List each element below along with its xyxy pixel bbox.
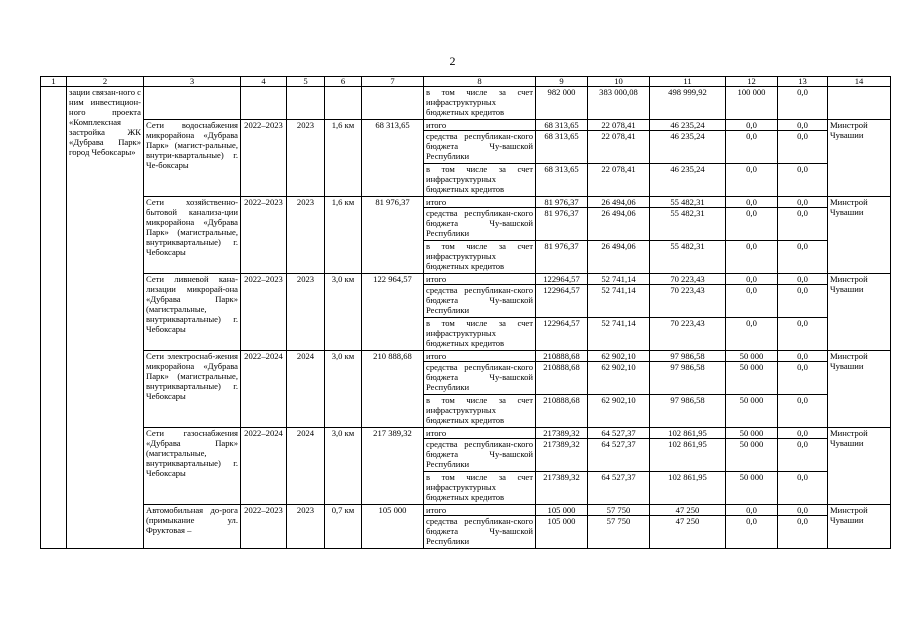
year2-cell: 97 986,58 — [650, 362, 726, 395]
header-cell: 11 — [650, 77, 726, 87]
year4-cell: 0,0 — [778, 351, 828, 362]
total-cell: 81 976,37 — [536, 241, 588, 274]
year1-cell: 22 078,41 — [588, 164, 650, 197]
period-cell: 2022–2023 — [241, 120, 287, 197]
project-name-cell: зации связан-ного с ним инвестицион-ного проекта «Комплексная застройка ЖК «Дубрава Парк» город Чебоксары» — [67, 87, 144, 549]
year3-cell: 0,0 — [726, 197, 778, 208]
total-cell: 81 976,37 — [536, 197, 588, 208]
year3-cell: 0,0 — [726, 516, 778, 549]
capacity-cell: 3,0 км — [325, 428, 362, 505]
period-cell: 2022–2023 — [241, 197, 287, 274]
year3-cell: 50 000 — [726, 395, 778, 428]
executor-cell: Минстрой Чувашии — [828, 274, 891, 351]
year4-cell: 0,0 — [778, 395, 828, 428]
year1-cell: 62 902,10 — [588, 395, 650, 428]
header-cell: 5 — [287, 77, 325, 87]
period-cell: 2022–2024 — [241, 428, 287, 505]
period-cell: 2022–2023 — [241, 505, 287, 549]
executor-cell: Минстрой Чувашии — [828, 428, 891, 505]
year4-cell: 0,0 — [778, 120, 828, 131]
capacity-cell: 3,0 км — [325, 351, 362, 428]
period-cell — [241, 87, 287, 120]
year1-cell: 57 750 — [588, 516, 650, 549]
year2-cell: 55 482,31 — [650, 197, 726, 208]
year2-cell: 46 235,24 — [650, 131, 726, 164]
source-cell: средства республикан-ского бюджета Чу-вашской Республики — [424, 516, 536, 549]
source-cell: итого — [424, 505, 536, 516]
header-cell: 1 — [41, 77, 67, 87]
year3-cell: 0,0 — [726, 120, 778, 131]
year1-cell: 64 527,37 — [588, 439, 650, 472]
year2-cell: 46 235,24 — [650, 164, 726, 197]
year3-cell: 0,0 — [726, 241, 778, 274]
year4-cell: 0,0 — [778, 362, 828, 395]
total-cell: 122964,57 — [536, 274, 588, 285]
capacity-cell: 3,0 км — [325, 274, 362, 351]
year3-cell: 50 000 — [726, 362, 778, 395]
header-cell: 8 — [424, 77, 536, 87]
total-cell: 217389,32 — [536, 428, 588, 439]
year2-cell: 97 986,58 — [650, 351, 726, 362]
year-cell — [287, 87, 325, 120]
cost-cell: 81 976,37 — [362, 197, 424, 274]
year2-cell: 55 482,31 — [650, 241, 726, 274]
total-cell: 105 000 — [536, 516, 588, 549]
year1-cell: 62 902,10 — [588, 362, 650, 395]
year3-cell: 0,0 — [726, 208, 778, 241]
source-cell: итого — [424, 197, 536, 208]
year3-cell: 50 000 — [726, 351, 778, 362]
header-cell: 12 — [726, 77, 778, 87]
capacity-cell: 0,7 км — [325, 505, 362, 549]
year2-cell: 102 861,95 — [650, 439, 726, 472]
total-cell: 210888,68 — [536, 395, 588, 428]
year2-cell: 97 986,58 — [650, 395, 726, 428]
year4-cell: 0,0 — [778, 208, 828, 241]
total-cell: 105 000 — [536, 505, 588, 516]
total-cell: 122964,57 — [536, 318, 588, 351]
object-cell: Сети водоснабжения микрорайона «Дубрава Парк» (магист-ральные, внутри-квартальные) г. Че-боксары — [144, 120, 241, 197]
year4-cell: 0,0 — [778, 318, 828, 351]
cost-cell: 105 000 — [362, 505, 424, 549]
year4-cell: 0,0 — [778, 164, 828, 197]
year4-cell: 0,0 — [778, 516, 828, 549]
year1-cell: 26 494,06 — [588, 197, 650, 208]
year4-cell: 0,0 — [778, 87, 828, 120]
table-row — [41, 120, 891, 131]
year2-cell: 498 999,92 — [650, 87, 726, 120]
cost-cell: 68 313,65 — [362, 120, 424, 197]
source-cell: в том числе за счет инфраструктурных бюджетных кредитов — [424, 164, 536, 197]
object-cell: Сети хозяйственно-бытовой канализа-ции микрорайона «Дубрава Парк» (магистральные, внутриквартальные) г. Чебоксары — [144, 197, 241, 274]
period-cell: 2022–2023 — [241, 274, 287, 351]
year2-cell: 102 861,95 — [650, 428, 726, 439]
executor-cell: Минстрой Чувашии — [828, 351, 891, 428]
total-cell: 122964,57 — [536, 285, 588, 318]
year4-cell: 0,0 — [778, 428, 828, 439]
year3-cell: 0,0 — [726, 131, 778, 164]
header-cell: 3 — [144, 77, 241, 87]
year3-cell: 0,0 — [726, 318, 778, 351]
year1-cell: 62 902,10 — [588, 351, 650, 362]
year4-cell: 0,0 — [778, 505, 828, 516]
year1-cell: 52 741,14 — [588, 318, 650, 351]
executor-cell: Минстрой Чувашии — [828, 197, 891, 274]
total-cell: 982 000 — [536, 87, 588, 120]
year4-cell: 0,0 — [778, 241, 828, 274]
total-cell: 210888,68 — [536, 351, 588, 362]
source-cell: в том числе за счет инфраструктурных бюджетных кредитов — [424, 318, 536, 351]
year2-cell: 47 250 — [650, 505, 726, 516]
total-cell: 68 313,65 — [536, 131, 588, 164]
table-row — [41, 505, 891, 516]
source-cell: итого — [424, 428, 536, 439]
cost-cell: 210 888,68 — [362, 351, 424, 428]
source-cell: средства республикан-ского бюджета Чу-вашской Республики — [424, 439, 536, 472]
year1-cell: 64 527,37 — [588, 428, 650, 439]
year1-cell: 52 741,14 — [588, 274, 650, 285]
total-cell: 210888,68 — [536, 362, 588, 395]
year3-cell: 0,0 — [726, 274, 778, 285]
year-cell: 2023 — [287, 120, 325, 197]
year3-cell: 0,0 — [726, 285, 778, 318]
year2-cell: 55 482,31 — [650, 208, 726, 241]
year2-cell: 102 861,95 — [650, 472, 726, 505]
year1-cell: 22 078,41 — [588, 120, 650, 131]
table-row — [41, 274, 891, 285]
year1-cell: 57 750 — [588, 505, 650, 516]
year2-cell: 46 235,24 — [650, 120, 726, 131]
year4-cell: 0,0 — [778, 472, 828, 505]
year-cell: 2024 — [287, 428, 325, 505]
year3-cell: 50 000 — [726, 428, 778, 439]
year3-cell: 50 000 — [726, 439, 778, 472]
object-cell: Сети электроснаб-жения микрорайона «Дубрава Парк» (магистральные, внутриквартальные) г. Чебоксары — [144, 351, 241, 428]
header-cell: 4 — [241, 77, 287, 87]
capacity-cell: 1,6 км — [325, 197, 362, 274]
source-cell: итого — [424, 351, 536, 362]
year3-cell: 0,0 — [726, 505, 778, 516]
year1-cell: 22 078,41 — [588, 131, 650, 164]
header-cell: 7 — [362, 77, 424, 87]
object-cell: Сети газоснабжения «Дубрава Парк» (магистральные, внутриквартальные) г. Чебоксары — [144, 428, 241, 505]
header-cell: 13 — [778, 77, 828, 87]
object-cell: Автомобильная до-рога (примыкание ул. Фруктовая – — [144, 505, 241, 549]
source-cell: в том числе за счет инфраструктурных бюджетных кредитов — [424, 395, 536, 428]
period-cell: 2022–2024 — [241, 351, 287, 428]
year4-cell: 0,0 — [778, 274, 828, 285]
total-cell: 81 976,37 — [536, 208, 588, 241]
total-cell: 68 313,65 — [536, 120, 588, 131]
year1-cell: 26 494,06 — [588, 241, 650, 274]
year-cell: 2023 — [287, 274, 325, 351]
page-number: 2 — [449, 54, 456, 68]
table-row — [41, 87, 891, 120]
year4-cell: 0,0 — [778, 285, 828, 318]
year1-cell: 383 000,08 — [588, 87, 650, 120]
source-cell: средства республикан-ского бюджета Чу-вашской Республики — [424, 285, 536, 318]
source-cell: средства республикан-ского бюджета Чу-вашской Республики — [424, 208, 536, 241]
executor-cell: Минстрой Чувашии — [828, 505, 891, 549]
year1-cell: 52 741,14 — [588, 285, 650, 318]
source-cell: итого — [424, 120, 536, 131]
year1-cell: 26 494,06 — [588, 208, 650, 241]
table-row — [41, 197, 891, 208]
table-row — [41, 428, 891, 439]
header-cell: 6 — [325, 77, 362, 87]
year4-cell: 0,0 — [778, 131, 828, 164]
source-cell: средства республикан-ского бюджета Чу-вашской Республики — [424, 362, 536, 395]
total-cell: 68 313,65 — [536, 164, 588, 197]
year4-cell: 0,0 — [778, 439, 828, 472]
row-number-cell — [41, 87, 67, 549]
year1-cell: 64 527,37 — [588, 472, 650, 505]
year2-cell: 70 223,43 — [650, 285, 726, 318]
executor-cell — [828, 87, 891, 120]
total-cell: 217389,32 — [536, 472, 588, 505]
year2-cell: 70 223,43 — [650, 318, 726, 351]
total-cell: 217389,32 — [536, 439, 588, 472]
year3-cell: 50 000 — [726, 472, 778, 505]
source-cell: средства республикан-ского бюджета Чу-вашской Республики — [424, 131, 536, 164]
year-cell: 2023 — [287, 197, 325, 274]
header-cell: 14 — [828, 77, 891, 87]
cost-cell: 217 389,32 — [362, 428, 424, 505]
header-row — [41, 77, 891, 87]
year4-cell: 0,0 — [778, 197, 828, 208]
year-cell: 2024 — [287, 351, 325, 428]
source-cell: итого — [424, 274, 536, 285]
year2-cell: 47 250 — [650, 516, 726, 549]
year3-cell: 100 000 — [726, 87, 778, 120]
header-cell: 2 — [67, 77, 144, 87]
capacity-cell: 1,6 км — [325, 120, 362, 197]
executor-cell: Минстрой Чувашии — [828, 120, 891, 197]
header-cell: 10 — [588, 77, 650, 87]
source-cell: в том числе за счет инфраструктурных бюджетных кредитов — [424, 241, 536, 274]
capacity-cell — [325, 87, 362, 120]
year-cell: 2023 — [287, 505, 325, 549]
cost-cell: 122 964,57 — [362, 274, 424, 351]
budget-table — [40, 76, 891, 549]
year3-cell: 0,0 — [726, 164, 778, 197]
object-cell: Сети ливневой кана-лизации микрорай-она «Дубрава Парк» (магистральные, внутриквартальные) г. Чебоксары — [144, 274, 241, 351]
year2-cell: 70 223,43 — [650, 274, 726, 285]
header-cell: 9 — [536, 77, 588, 87]
object-cell — [144, 87, 241, 120]
source-cell: в том числе за счет инфраструктурных бюджетных кредитов — [424, 472, 536, 505]
cost-cell — [362, 87, 424, 120]
source-cell: в том числе за счет инфраструктурных бюджетных кредитов — [424, 87, 536, 120]
table-row — [41, 351, 891, 362]
